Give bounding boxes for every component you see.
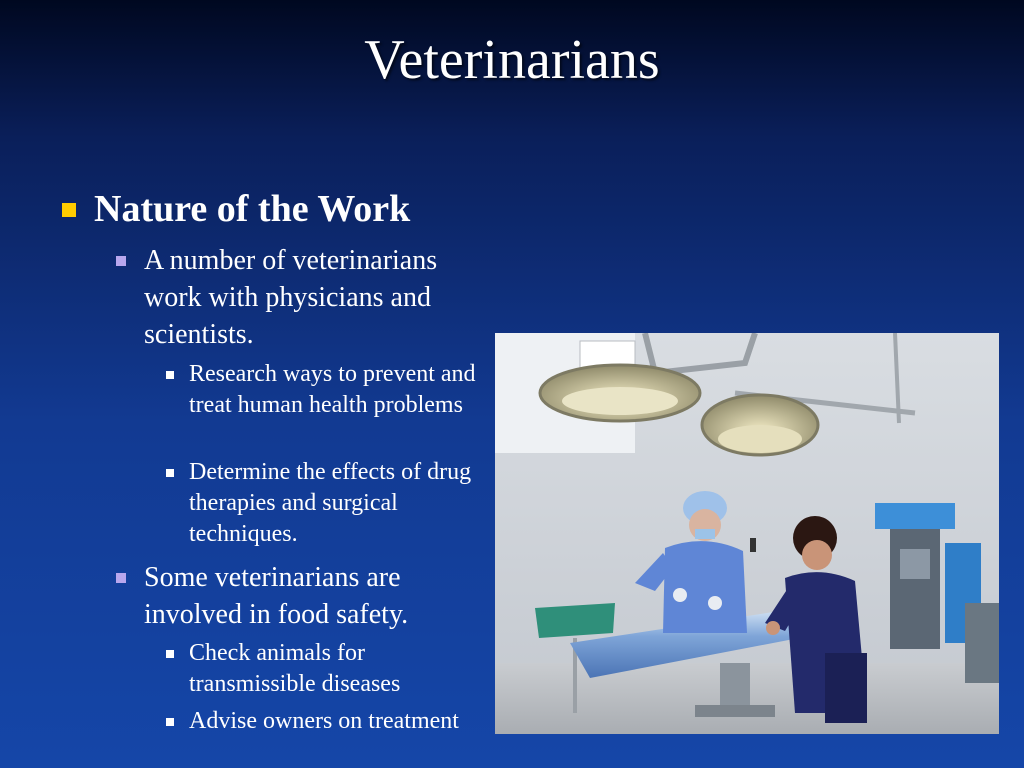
point-1	[116, 242, 486, 353]
square-bullet-icon	[166, 718, 174, 726]
heading-text: Nature of the Work	[94, 188, 411, 230]
square-bullet-icon	[166, 469, 174, 477]
sub-text: Determine the effects of drug therapies and surgical techniques.	[189, 459, 472, 547]
surgery-room-photo	[495, 333, 999, 734]
square-bullet-icon	[166, 371, 174, 379]
point-2-text: Some veterinarians are involved in food safety.	[144, 562, 409, 630]
square-bullet-icon	[62, 203, 76, 217]
point-2-sub-2	[166, 706, 466, 737]
point-2-sub-1	[166, 638, 466, 700]
slide-title: Veterinarians	[364, 29, 660, 91]
point-1-sub-2	[166, 457, 491, 550]
point-2	[116, 559, 461, 633]
sub-text: Advise owners on treatment	[189, 708, 459, 734]
square-bullet-icon	[116, 256, 126, 266]
sub-text: Check animals for transmissible diseases	[189, 640, 401, 697]
square-bullet-icon	[116, 573, 126, 583]
sub-text: Research ways to prevent and treat human health problems	[189, 361, 476, 418]
heading-bullet	[62, 186, 410, 232]
point-1-text: A number of veterinarians work with physicians and scientists.	[144, 245, 438, 350]
square-bullet-icon	[166, 650, 174, 658]
point-1-sub-1	[166, 359, 491, 421]
